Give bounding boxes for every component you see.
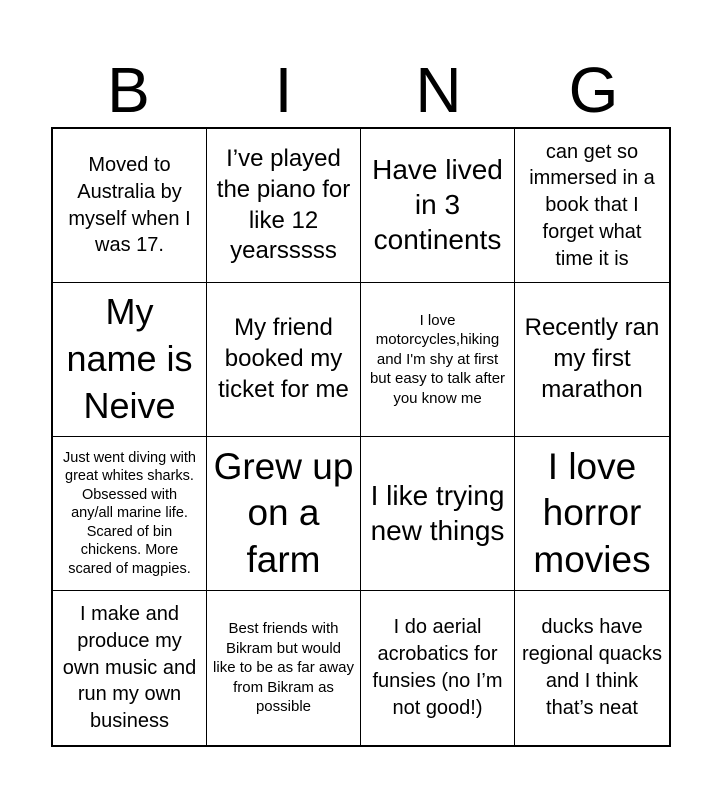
bingo-cell-9[interactable] [53,437,207,591]
header-letter-b: B [107,54,150,126]
bingo-cell-text: ducks have regional quacks and I think that’s neat [521,616,663,719]
header-letter-g: G [568,54,619,126]
bingo-cell-1[interactable] [53,129,207,283]
bingo-cell-text: I like trying new things [370,479,505,546]
bingo-cell-text: My name is Neive [66,291,193,426]
bingo-cell-15[interactable] [361,591,515,745]
bingo-cell-5[interactable] [53,283,207,437]
bingo-cell-11[interactable] [361,437,515,591]
bingo-cell-text: I love motorcycles,hiking and I'm shy at first but easy to talk after you know me [369,311,506,407]
bingo-cell-3[interactable] [361,129,515,283]
bingo-cell-text: I love horror movies [533,445,651,580]
bingo-cell-text: I’ve played the piano for like 12 yearsssss [216,145,351,265]
bingo-cell-13[interactable] [53,591,207,745]
bingo-cell-2[interactable] [207,129,361,283]
bingo-board [51,127,671,747]
bingo-cell-text: Have lived in 3 continents [372,154,503,255]
bingo-cell-text: Grew up on a farm [213,445,354,580]
bingo-cell-text: My friend booked my ticket for me [218,314,349,403]
bingo-header [51,52,671,128]
bingo-cell-text: Best friends with Bikram but would like to be as far away from Bikram as possible [213,620,354,716]
bingo-cell-text: I do aerial acrobatics for funsies (no I’m not good!) [372,616,503,719]
bingo-cell-7[interactable] [361,283,515,437]
bingo-cell-6[interactable] [207,283,361,437]
bingo-cell-text: Recently ran my first marathon [524,314,660,403]
bingo-cell-text: Moved to Australia by myself when I was 17. [68,153,191,257]
bingo-cell-8[interactable] [515,283,669,437]
bingo-cell-10[interactable] [207,437,361,591]
bingo-cell-text: can get so immersed in a book that I forget what time it is [529,140,655,270]
bingo-cell-12[interactable] [515,437,669,591]
bingo-cell-text: Just went diving with great whites sharks. Obsessed with any/all marine life. Scared of bin chickens. More scared of magpies. [63,449,196,577]
header-letter-n: N [415,54,462,126]
bingo-cell-text: I make and produce my own music and run my own business [62,603,197,733]
bingo-cell-14[interactable] [207,591,361,745]
bingo-cell-16[interactable] [515,591,669,745]
bingo-cell-4[interactable] [515,129,669,283]
header-letter-i: I [274,54,293,126]
